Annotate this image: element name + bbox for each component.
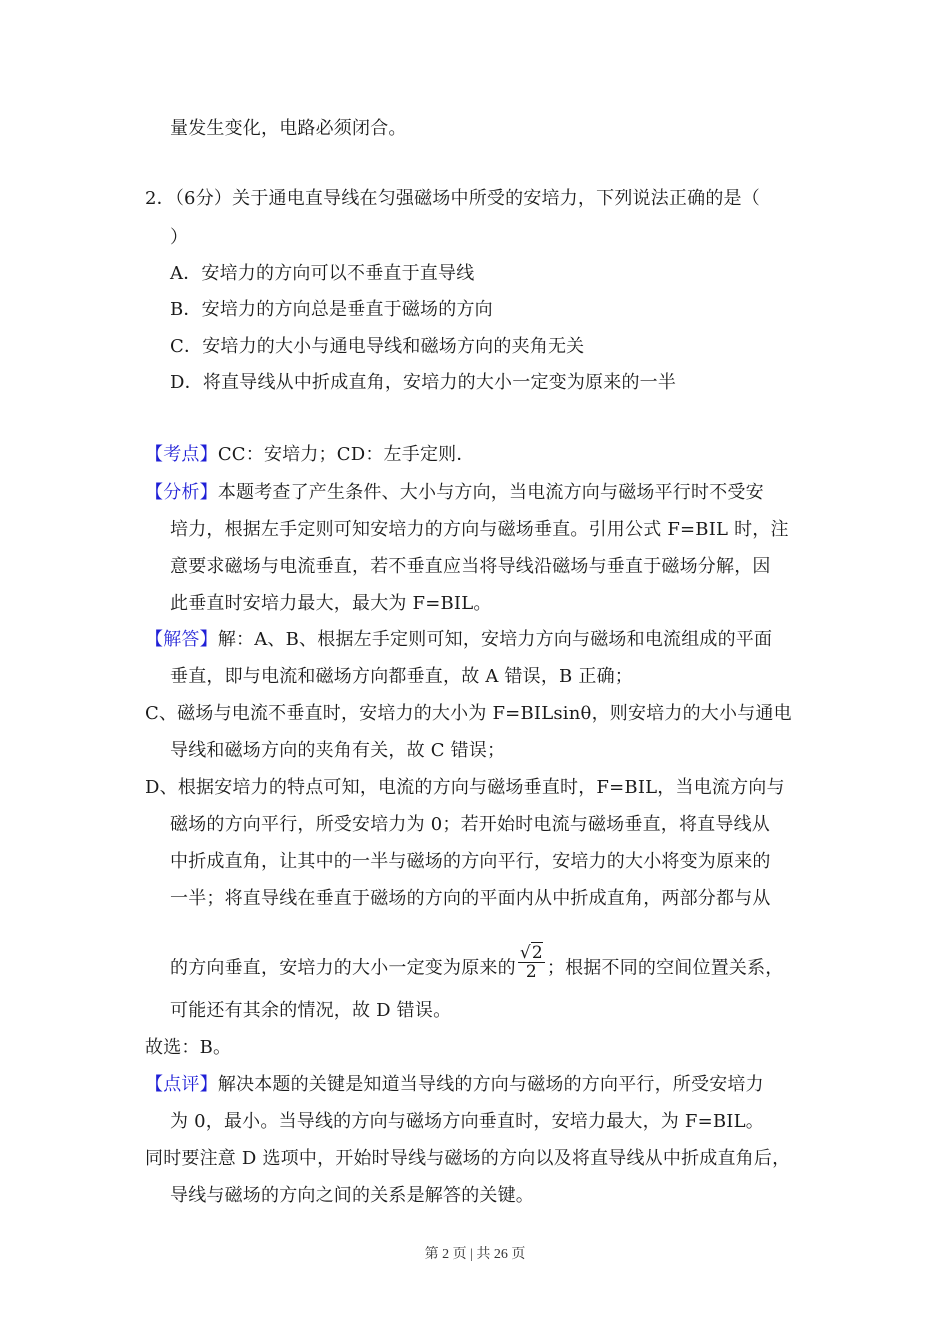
option-letter: D．	[170, 372, 203, 393]
option-text: 安培力的方向可以不垂直于直导线	[201, 263, 475, 284]
jieda-c-line: C、磁场与电流不垂直时，安培力的大小为 F=BILsinθ，则安培力的大小与通电	[145, 703, 792, 724]
option-text: 将直导线从中折成直角，安培力的大小一定变为原来的一半	[202, 372, 677, 393]
fraction-numerator	[518, 944, 545, 963]
fenxi-label: 【分析】	[145, 482, 218, 503]
dianping-line: 导线与磁场的方向之间的关系是解答的关键。	[170, 1185, 534, 1206]
option-a	[170, 262, 474, 286]
question-number: 2．	[145, 188, 175, 209]
option-d	[170, 371, 676, 395]
option-text: 安培力的方向总是垂直于磁场的方向	[201, 299, 493, 320]
fenxi-line: 培力，根据左手定则可知安培力的方向与磁场垂直。引用公式 F=BIL 时，注	[170, 519, 789, 540]
option-letter: B．	[170, 299, 202, 320]
dianping-section	[145, 1073, 764, 1097]
jieda-d-fraction-line	[170, 943, 784, 987]
question-stem-line2: ）	[170, 227, 189, 248]
fenxi-line: 意要求磁场与电流垂直，若不垂直应当将导线沿磁场与垂直于磁场分解，因	[170, 556, 771, 577]
jieda-line: 解：A、B、根据左手定则可知，安培力方向与磁场和电流组成的平面	[217, 629, 773, 650]
dianping-line: 为 0，最小。当导线的方向与磁场方向垂直时，安培力最大，为 F=BIL。	[170, 1111, 764, 1132]
kaodian-label: 【考点】	[145, 444, 218, 465]
kaodian-section	[145, 443, 475, 467]
jieda-line: 垂直，即与电流和磁场方向都垂直，故 A 错误，B 正确；	[170, 666, 633, 687]
option-letter: C．	[170, 336, 203, 357]
kaodian-text: CC：安培力；CD：左手定则．	[217, 444, 475, 465]
dianping-line: 解决本题的关键是知道当导线的方向与磁场的方向平行，所受安培力	[217, 1074, 764, 1095]
jieda-section	[145, 628, 772, 652]
option-text: 安培力的大小与通电导线和磁场方向的夹角无关	[202, 336, 585, 357]
fenxi-line: 此垂直时安培力最大，最大为 F=BIL。	[170, 593, 492, 614]
fenxi-line: 本题考查了产生条件、大小与方向，当电流方向与磁场平行时不受安	[217, 482, 764, 503]
text-before-fraction: 的方向垂直，安培力的大小一定变为原来的	[170, 957, 516, 979]
option-c	[170, 335, 584, 359]
dianping-label: 【点评】	[145, 1074, 218, 1095]
jieda-d-line: 磁场的方向平行，所受安培力为 0；若开始时电流与磁场垂直，将直导线从	[170, 814, 770, 835]
dianping-line: 同时要注意 D 选项中，开始时导线与磁场的方向以及将直导线从中折成直角后，	[145, 1148, 791, 1169]
question-stem-text: 关于通电直导线在匀强磁场中所受的安培力，下列说法正确的是（	[232, 188, 760, 209]
final-answer: 故选：B。	[145, 1037, 232, 1058]
jieda-c-line: 导线和磁场方向的夹角有关，故 C 错误；	[170, 740, 506, 761]
sqrt-icon: √	[519, 943, 531, 963]
option-letter: A．	[170, 263, 202, 284]
fraction-denominator: 2	[525, 962, 537, 982]
text-after-fraction: ；根据不同的空间位置关系，	[546, 957, 784, 979]
jieda-d-line: 一半；将直导线在垂直于磁场的方向的平面内从中折成直角，两部分都与从	[170, 888, 771, 909]
fenxi-section	[145, 481, 764, 505]
fraction-sqrt2-over-2	[518, 944, 545, 981]
question-score: （6分）	[174, 188, 233, 209]
sqrt-argument: 2	[531, 943, 543, 963]
jieda-d-line: D、根据安培力的特点可知，电流的方向与磁场垂直时，F=BIL，当电流方向与	[145, 777, 785, 798]
page-footer: 第 2 页 | 共 26 页	[424, 1247, 526, 1262]
jieda-label: 【解答】	[145, 629, 218, 650]
jieda-d-last: 可能还有其余的情况，故 D 错误。	[170, 1000, 452, 1021]
previous-continuation: 量发生变化，电路必须闭合。	[170, 118, 407, 139]
option-b	[170, 298, 493, 322]
question-stem	[145, 187, 760, 211]
jieda-d-line: 中折成直角，让其中的一半与磁场的方向平行，安培力的大小将变为原来的	[170, 851, 771, 872]
